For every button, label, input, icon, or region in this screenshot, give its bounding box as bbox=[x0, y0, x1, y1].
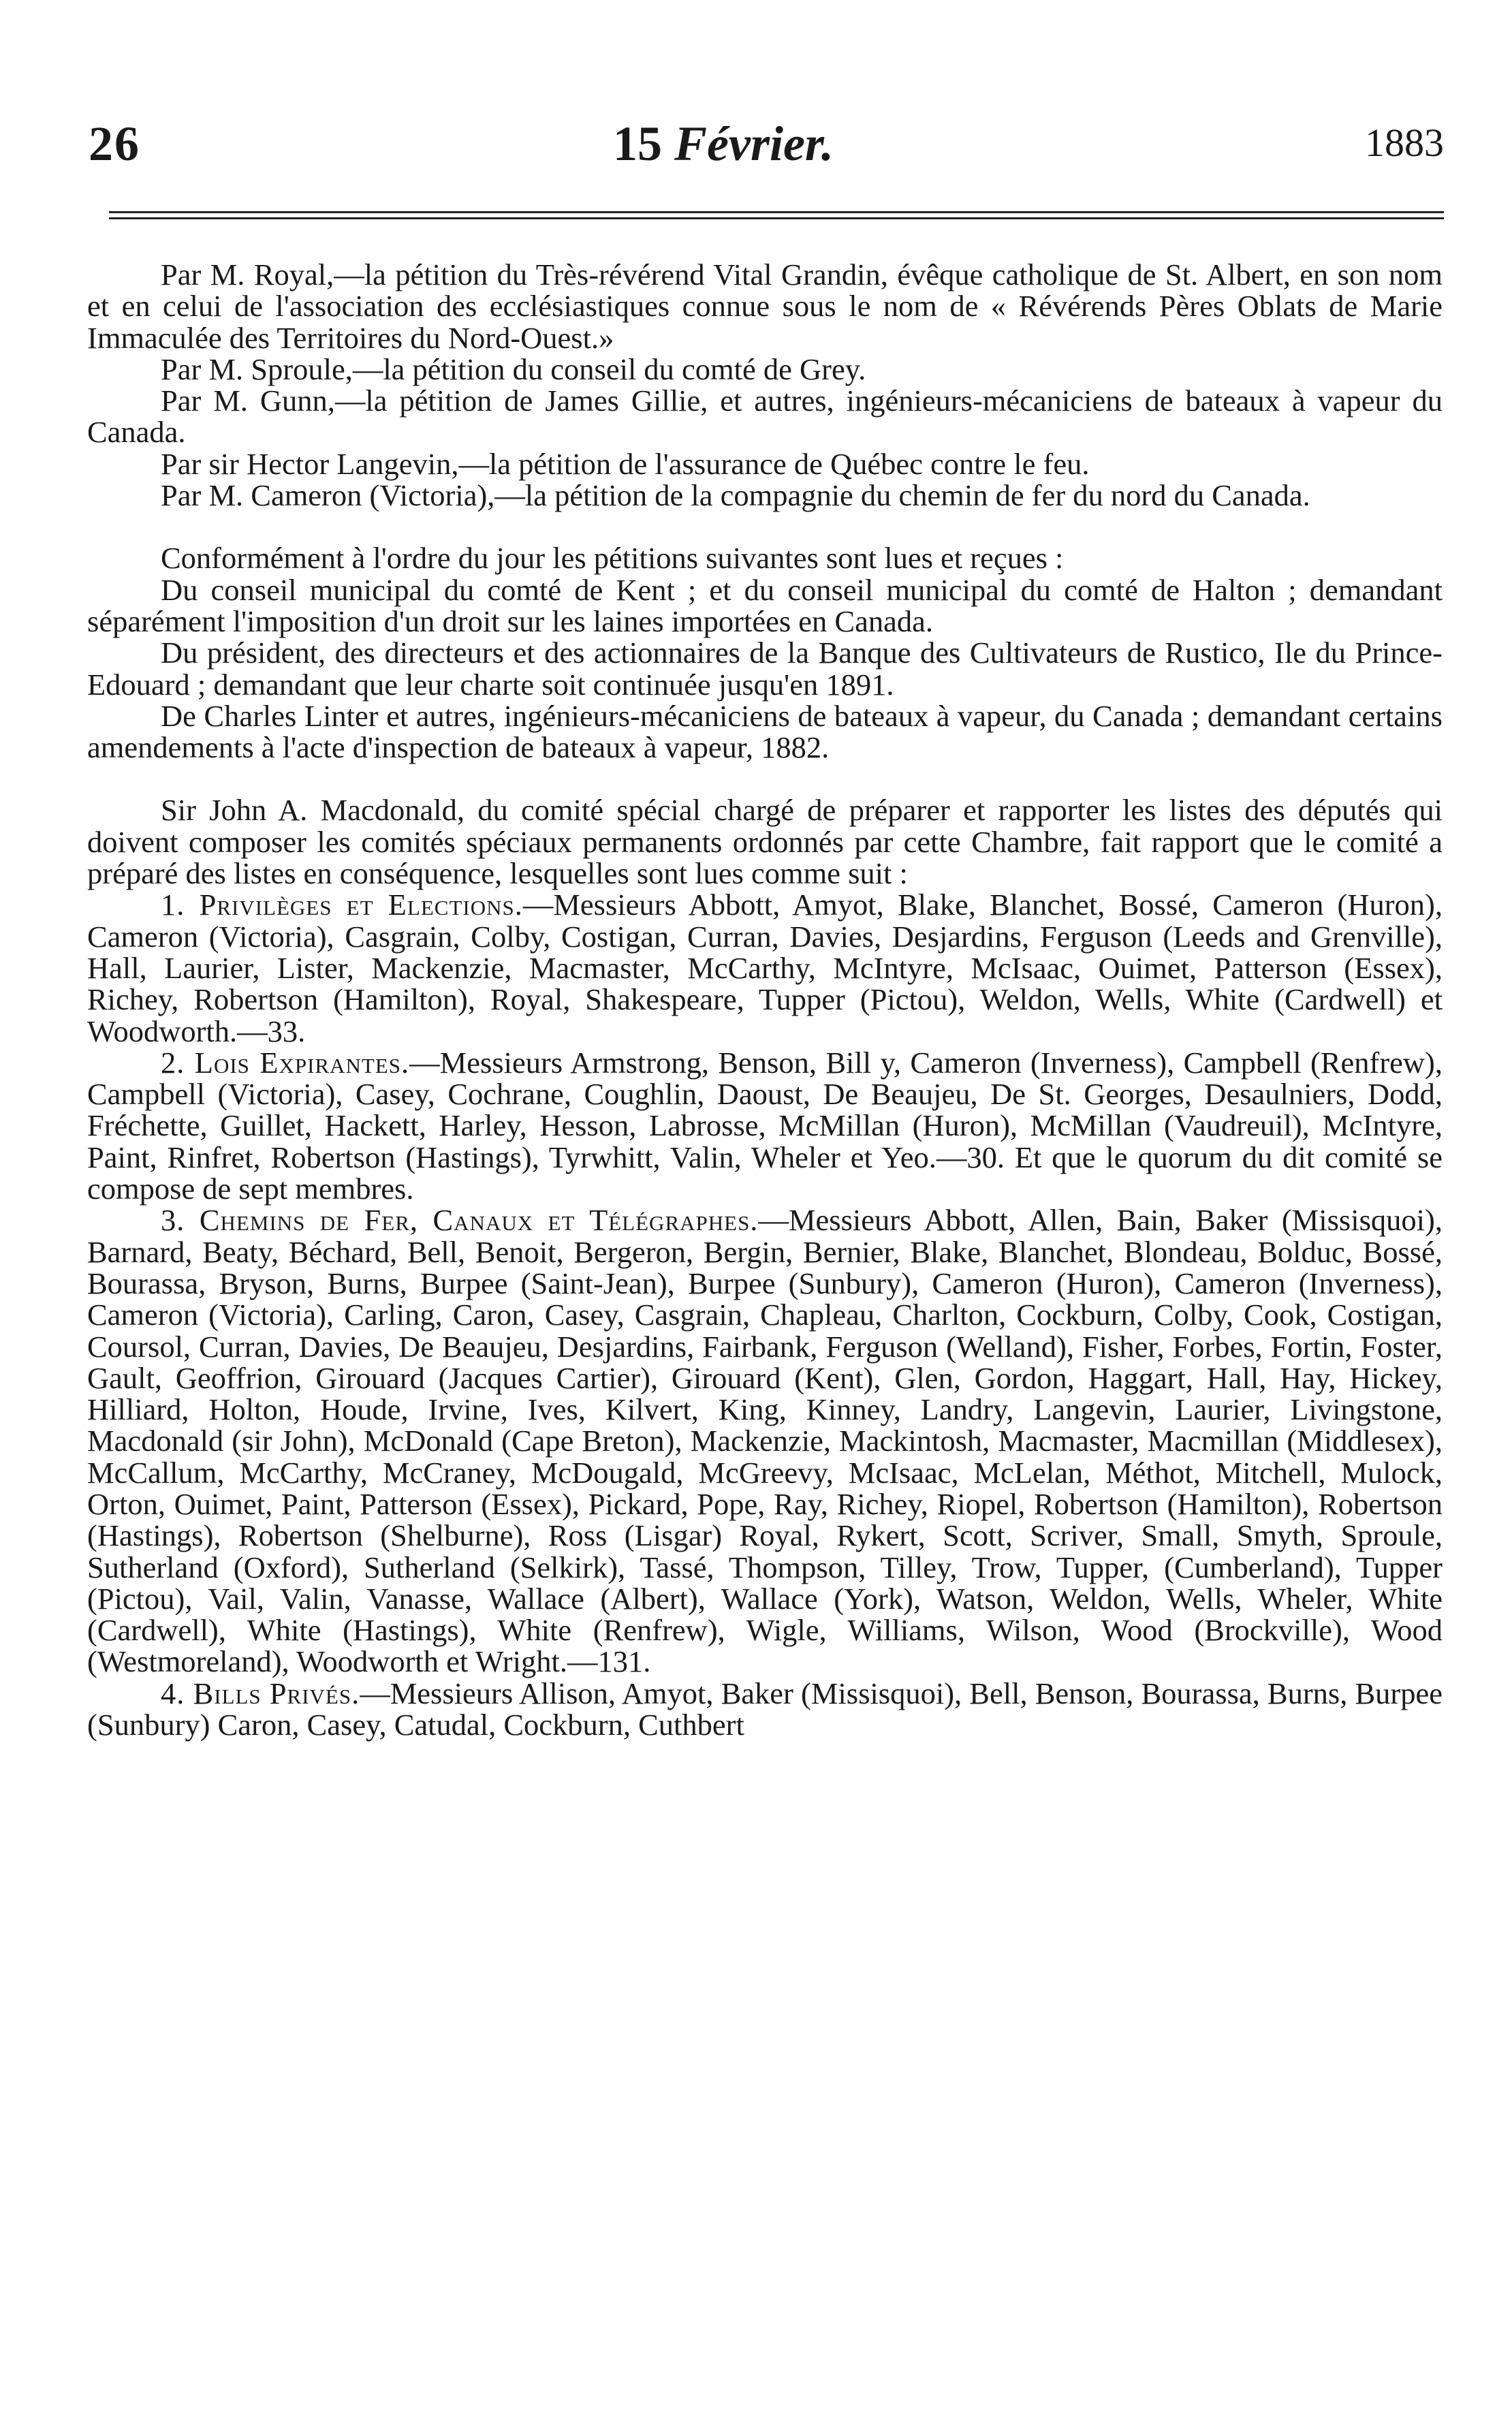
committee-heading: 4. Bills Privés. bbox=[161, 1676, 360, 1710]
petition-sproule: Par M. Sproule,—la pétition du conseil du comté de Grey. bbox=[161, 351, 866, 386]
petition-linter: De Charles Linter et autres, ingénieurs-mécaniciens de bateaux à vapeur, du Canada ; demandant certains amendements à l'acte d'inspection de bateaux à vapeur, 1882. bbox=[87, 698, 1443, 765]
committee-heading: 1. Privilèges et Elections. bbox=[161, 888, 523, 922]
petition-royal: Par M. Royal,—la pétition du Très-révérend Vital Grandin, évêque catholique de St. Albert, en son nom et en celui de l'association des ecclésiastiques connue sous le nom de « Révérends Pères Oblats de Marie Immaculée des Territoires du Nord-Ouest.» bbox=[87, 257, 1443, 355]
committee-privileges bbox=[87, 889, 1443, 1046]
macdonald-report: Sir John A. Macdonald, du comité spécial chargé de préparer et rapporter les listes des députés qui doivent composer les comités spéciaux permanents ordonnés par cette Chambre, fait rapport que le comité a préparé des listes en conséquence, lesquelles sont lues comme suit : bbox=[87, 793, 1443, 891]
body-text bbox=[87, 259, 1443, 1740]
page-header bbox=[82, 102, 1444, 177]
committee-heading: 3. Chemins de Fer, Canaux et Télégraphes. bbox=[161, 1203, 759, 1238]
committee-heading: 2. Lois Expirantes. bbox=[161, 1045, 410, 1080]
committee-members: —Messieurs Abbott, Allen, Bain, Baker (Missisquoi), Barnard, Beaty, Béchard, Bell, Benoit, Bergeron, Bergin, Bernier, Blake, Blanchet, Blondeau, Bolduc, Bossé, Bourassa, Bryson, Burns, Burpee (Saint-Jean), Burpee (Sunbury), Cameron (Huron), Cameron (Inverness), Cameron (Victoria), Carling, Caron, Casey, Casgrain, Chapleau, Charlton, Cockburn, Colby, Cook, Costigan, Coursol, Curran, Davies, De Beaujeu, Desjardins, Fairbank, Ferguson (Welland), Fisher, Forbes, Fortin, Foster, Gault, Geoffrion, Girouard (Jacques Cartier), Girouard (Kent), Glen, Gordon, Haggart, Hall, Hay, Hickey, Hilliard, Holton, Houde, Irvine, Ives, Kilvert, King, Kinney, Landry, Langevin, Laurier, Livingstone, Macdonald (sir John), McDonald (Cape Breton), Mackenzie, Mackintosh, Macmaster, Macmillan (Middlesex), McCallum, McCarthy, McCraney, McDougald, McGreevy, McIsaac, McLelan, Méthot, Mitchell, Mulock, Orton, Ouimet, Paint, Patterson (Essex), Pickard, Pope, Ray, Richey, Riopel, Robertson (Hamilton), Robertson (Hastings), Robertson (Shelburne), Ross (Lisgar) Royal, Rykert, Scott, Scriver, Small, Smyth, Sproule, Sutherland (Oxford), Sutherland (Selkirk), Tassé, Thompson, Tilley, Trow, Tupper, (Cumberland), Tupper (Pictou), Vail, Valin, Vanasse, Wallace (Albert), Wallace (York), Watson, Weldon, Wells, Wheler, White (Cardwell), White (Hastings), White (Renfrew), Wigle, Williams, Wilson, Wood (Brockville), Wood (Westmoreland), Woodworth et Wright.—131. bbox=[87, 1203, 1443, 1679]
petition-banque-cultivateurs: Du président, des directeurs et des actionnaires de la Banque des Cultivateurs de Rustico, Ile du Prince-Edouard ; demandant que leur charte soit continuée jusqu'en 1891. bbox=[87, 636, 1443, 702]
committee-members: —Messieurs Allison, Amyot, Baker (Missisquoi), Bell, Benson, Bourassa, Burns, Burpee (Sunbury) Caron, Casey, Catudal, Cockburn, Cuthbert bbox=[87, 1676, 1443, 1742]
petition-langevin: Par sir Hector Langevin,—la pétition de l'assurance de Québec contre le feu. bbox=[161, 446, 1090, 481]
header-month: Février. bbox=[674, 116, 834, 171]
spacer bbox=[87, 511, 1443, 542]
header-year: 1883 bbox=[1365, 121, 1444, 165]
petition-gunn: Par M. Gunn,—la pétition de James Gillie, et autres, ingénieurs-mécaniciens de bateaux à vapeur du Canada. bbox=[87, 383, 1443, 450]
committee-chemins-de-fer bbox=[87, 1204, 1443, 1677]
committee-members: —Messieurs Abbott, Amyot, Blake, Blanchet, Bossé, Cameron (Huron), Cameron (Victoria), Casgrain, Colby, Costigan, Curran, Davies, Desjardins, Ferguson (Leeds and Grenville), Hall, Laurier, Lister, Mackenzie, Macmaster, McCarthy, McIntyre, McIsaac, Ouimet, Patterson (Essex), Richey, Robertson (Hamilton), Royal, Shakespeare, Tupper (Pictou), Weldon, Wells, White (Cardwell) et Woodworth.—33. bbox=[87, 888, 1443, 1048]
petition-kent-halton: Du conseil municipal du comté de Kent ; et du conseil municipal du comté de Halton ; demandant séparément l'imposition d'un droit sur les laines importées en Canada. bbox=[87, 572, 1443, 638]
header-rule bbox=[109, 211, 1444, 213]
petitions-read-intro: Conformément à l'ordre du jour les pétitions suivantes sont lues et reçues : bbox=[161, 541, 1064, 576]
petition-cameron: Par M. Cameron (Victoria),—la pétition de la compagnie du chemin de fer du nord du Canada. bbox=[161, 478, 1310, 513]
header-date bbox=[613, 116, 834, 172]
committee-lois-expirantes bbox=[87, 1047, 1443, 1204]
committee-bills-prives bbox=[87, 1678, 1443, 1741]
spacer bbox=[87, 763, 1443, 794]
committee-members: —Messieurs Armstrong, Benson, Bill y, Cameron (Inverness), Campbell (Renfrew), Campbell (Victoria), Casey, Cochrane, Coughlin, Daoust, De Beaujeu, De St. Georges, Desaulniers, Dodd, Fréchette, Guillet, Hackett, Harley, Hesson, Labrosse, McMillan (Huron), McMillan (Vaudreuil), McIntyre, Paint, Rinfret, Robertson (Hastings), Tyrwhitt, Valin, Wheler et Yeo.—30. Et que le quorum du dit comité se compose de sept membres. bbox=[87, 1045, 1443, 1206]
header-day: 15 bbox=[613, 116, 662, 171]
page-number: 26 bbox=[89, 116, 140, 171]
